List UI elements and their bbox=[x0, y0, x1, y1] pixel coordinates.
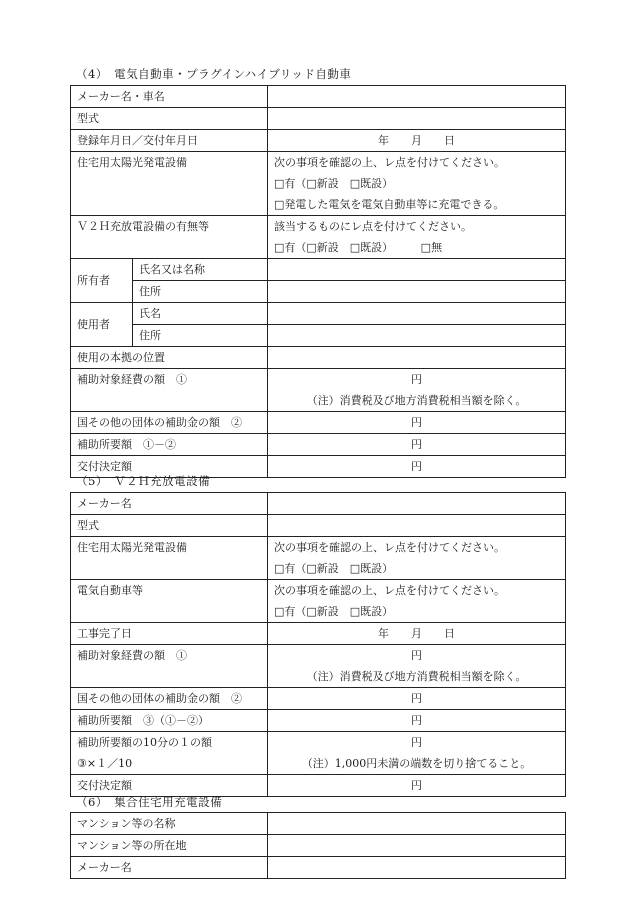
yen-unit: 円 bbox=[411, 373, 422, 386]
label-maker: メーカー名 bbox=[71, 857, 268, 879]
table-row bbox=[71, 216, 566, 259]
label-ev: 電気自動車等 bbox=[71, 580, 268, 623]
field-other-subsidy[interactable]: 円 bbox=[268, 688, 566, 710]
table-row bbox=[71, 515, 566, 537]
field-user-name[interactable] bbox=[268, 303, 566, 325]
label-solar: 住宅用太陽光発電設備 bbox=[71, 152, 268, 216]
table-row bbox=[71, 130, 566, 152]
field-decision-amount[interactable]: 円 bbox=[268, 456, 566, 478]
field-required-amount[interactable]: 円 bbox=[268, 434, 566, 456]
table-row bbox=[71, 623, 566, 645]
field-ev[interactable] bbox=[268, 580, 566, 623]
yen-unit: 円 bbox=[411, 736, 422, 749]
label-user-name: 氏名 bbox=[133, 303, 268, 325]
label-solar: 住宅用太陽光発電設備 bbox=[71, 537, 268, 580]
label-other-subsidy: 国その他の団体の補助金の額 ② bbox=[71, 412, 268, 434]
field-base-location[interactable] bbox=[268, 347, 566, 369]
field-solar[interactable] bbox=[268, 152, 566, 216]
label-maker: メーカー名 bbox=[71, 493, 268, 515]
note-tax: （注）消費税及び地方消費税相当額を除く。 bbox=[306, 670, 527, 683]
solar-instruction: 次の事項を確認の上、レ点を付けてください。 bbox=[274, 541, 505, 554]
field-maker[interactable] bbox=[268, 493, 566, 515]
field-cost[interactable] bbox=[268, 645, 566, 688]
field-required-amount[interactable]: 円 bbox=[268, 710, 566, 732]
label-tenth-amount bbox=[71, 732, 268, 775]
table-row bbox=[71, 835, 566, 857]
label-decision-amount: 交付決定額 bbox=[71, 456, 268, 478]
field-tenth-amount[interactable] bbox=[268, 732, 566, 775]
label-user: 使用者 bbox=[71, 303, 133, 347]
table-row bbox=[71, 857, 566, 879]
label-mansion-name: マンション等の名称 bbox=[71, 813, 268, 835]
table-row bbox=[71, 493, 566, 515]
label-registration-date: 登録年月日／交付年月日 bbox=[71, 130, 268, 152]
table-row bbox=[71, 347, 566, 369]
v2h-checkbox[interactable]: □有（□新設 □既設） □無 bbox=[274, 241, 443, 254]
ev-instruction: 次の事項を確認の上、レ点を付けてください。 bbox=[274, 584, 505, 597]
table-row bbox=[71, 580, 566, 623]
field-solar[interactable] bbox=[268, 537, 566, 580]
field-owner-name[interactable] bbox=[268, 259, 566, 281]
field-mansion-address[interactable] bbox=[268, 835, 566, 857]
field-owner-address[interactable] bbox=[268, 281, 566, 303]
table-row bbox=[71, 710, 566, 732]
label-cost: 補助対象経費の額 ① bbox=[71, 645, 268, 688]
field-completion-date[interactable]: 年 月 日 bbox=[268, 623, 566, 645]
v2h-instruction: 該当するものにレ点を付けてください。 bbox=[274, 220, 472, 233]
label-base-location: 使用の本拠の位置 bbox=[71, 347, 268, 369]
table-row bbox=[71, 108, 566, 130]
label-mansion-address: マンション等の所在地 bbox=[71, 835, 268, 857]
label-required-amount: 補助所要額 ①－② bbox=[71, 434, 268, 456]
label-cost: 補助対象経費の額 ① bbox=[71, 369, 268, 412]
table-row bbox=[71, 369, 566, 412]
field-model[interactable] bbox=[268, 108, 566, 130]
table-row bbox=[71, 303, 566, 325]
tenth-label-line2: ③×１／10 bbox=[77, 757, 133, 770]
table-row bbox=[71, 645, 566, 688]
table-row bbox=[71, 537, 566, 580]
label-model: 型式 bbox=[71, 108, 268, 130]
table-row bbox=[71, 281, 566, 303]
section-5-title: （5） Ｖ２Ｈ充放電設備 bbox=[76, 474, 211, 488]
note-round: （注）1,000円未満の端数を切り捨てること。 bbox=[301, 757, 532, 770]
section-4-table bbox=[70, 85, 566, 478]
table-row bbox=[71, 412, 566, 434]
solar-instruction: 次の事項を確認の上、レ点を付けてください。 bbox=[274, 156, 505, 169]
solar-checkbox-exists[interactable]: □有（□新設 □既設） bbox=[274, 562, 394, 575]
section-6-table bbox=[70, 812, 566, 879]
ev-checkbox-exists[interactable]: □有（□新設 □既設） bbox=[274, 605, 394, 618]
table-row bbox=[71, 813, 566, 835]
tenth-label-line1: 補助所要額の10分の１の額 bbox=[77, 736, 212, 749]
table-row bbox=[71, 434, 566, 456]
label-model: 型式 bbox=[71, 515, 268, 537]
field-v2h[interactable] bbox=[268, 216, 566, 259]
table-row bbox=[71, 325, 566, 347]
solar-checkbox-exists[interactable]: □有（□新設 □既設） bbox=[274, 177, 394, 190]
table-row bbox=[71, 732, 566, 775]
label-user-address: 住所 bbox=[133, 325, 268, 347]
field-model[interactable] bbox=[268, 515, 566, 537]
field-user-address[interactable] bbox=[268, 325, 566, 347]
section-6-title: （6） 集合住宅用充電設備 bbox=[76, 795, 223, 809]
label-completion-date: 工事完了日 bbox=[71, 623, 268, 645]
table-row bbox=[71, 688, 566, 710]
label-decision-amount: 交付決定額 bbox=[71, 775, 268, 797]
label-owner-name: 氏名又は名称 bbox=[133, 259, 268, 281]
field-other-subsidy[interactable]: 円 bbox=[268, 412, 566, 434]
field-decision-amount[interactable]: 円 bbox=[268, 775, 566, 797]
field-cost[interactable] bbox=[268, 369, 566, 412]
note-tax: （注）消費税及び地方消費税相当額を除く。 bbox=[306, 394, 527, 407]
section-5-table bbox=[70, 492, 566, 797]
section-4-title: （4） 電気自動車・プラグインハイブリッド自動車 bbox=[76, 67, 352, 81]
label-required-amount: 補助所要額 ③（①－②） bbox=[71, 710, 268, 732]
field-registration-date[interactable]: 年 月 日 bbox=[268, 130, 566, 152]
table-row bbox=[71, 259, 566, 281]
label-owner-address: 住所 bbox=[133, 281, 268, 303]
field-mansion-name[interactable] bbox=[268, 813, 566, 835]
label-owner: 所有者 bbox=[71, 259, 133, 303]
label-maker: メーカー名・車名 bbox=[71, 86, 268, 108]
yen-unit: 円 bbox=[411, 649, 422, 662]
table-row bbox=[71, 152, 566, 216]
label-other-subsidy: 国その他の団体の補助金の額 ② bbox=[71, 688, 268, 710]
table-row bbox=[71, 86, 566, 108]
solar-checkbox-charge[interactable]: □発電した電気を電気自動車等に充電できる。 bbox=[274, 198, 505, 211]
field-maker[interactable] bbox=[268, 86, 566, 108]
field-maker[interactable] bbox=[268, 857, 566, 879]
label-v2h: Ｖ２Ｈ充放電設備の有無等 bbox=[71, 216, 268, 259]
